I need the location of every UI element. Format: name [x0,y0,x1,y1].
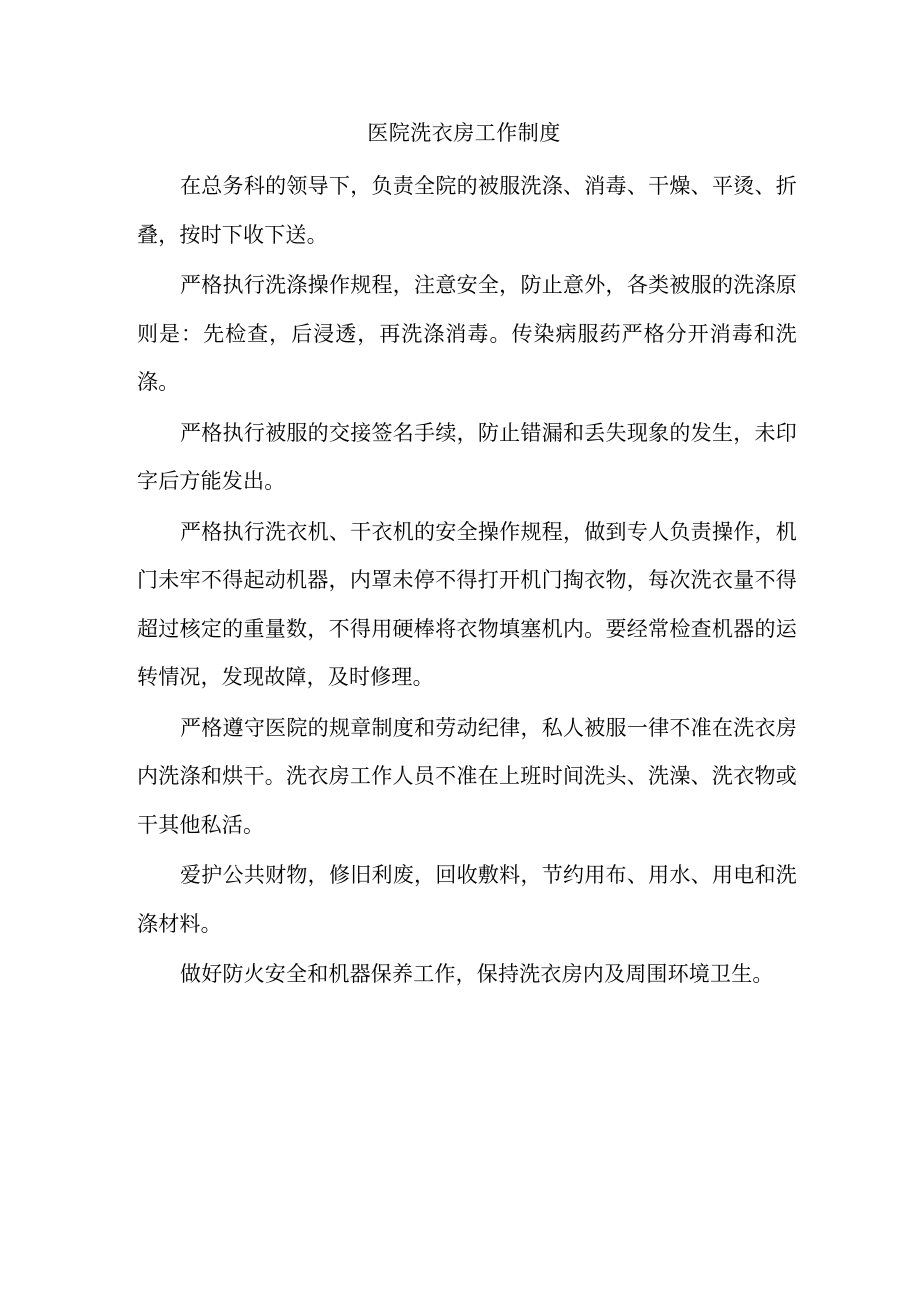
document-title: 医院洗衣房工作制度 [367,121,561,145]
paragraph-4: 严格执行洗衣机、干衣机的安全操作规程，做到专人负责操作，机门未牢不得起动机器，内罩未停不得打开机门掏衣物，每次洗衣量不得超过核定的重量数，不得用硬棒将衣物填塞机内。要经常检查机器的运转情况，发现故障，及时修理。 [137,519,797,689]
paragraph-3: 严格执行被服的交接签名手续，防止错漏和丢失现象的发生，未印字后方能发出。 [137,420,797,493]
document-body [137,162,797,1001]
paragraph-1: 在总务科的领导下，负责全院的被服洗涤、消毒、干燥、平烫、折叠，按时下收下送。 [137,174,797,247]
paragraph-2: 严格执行洗涤操作规程，注意安全，防止意外，各类被服的洗涤原则是：先检查，后浸透，再洗涤消毒。传染病服药严格分开消毒和洗涤。 [137,273,797,394]
paragraph-6: 爱护公共财物，修旧利废，回收敷料，节约用布、用水、用电和洗涤材料。 [137,863,797,936]
paragraph-5: 严格遵守医院的规章制度和劳动纪律，私人被服一律不准在洗衣房内洗涤和烘干。洗衣房工作人员不准在上班时间洗头、洗澡、洗衣物或干其他私活。 [137,715,797,837]
paragraph-7: 做好防火安全和机器保养工作，保持洗衣房内及周围环境卫生。 [180,962,774,986]
